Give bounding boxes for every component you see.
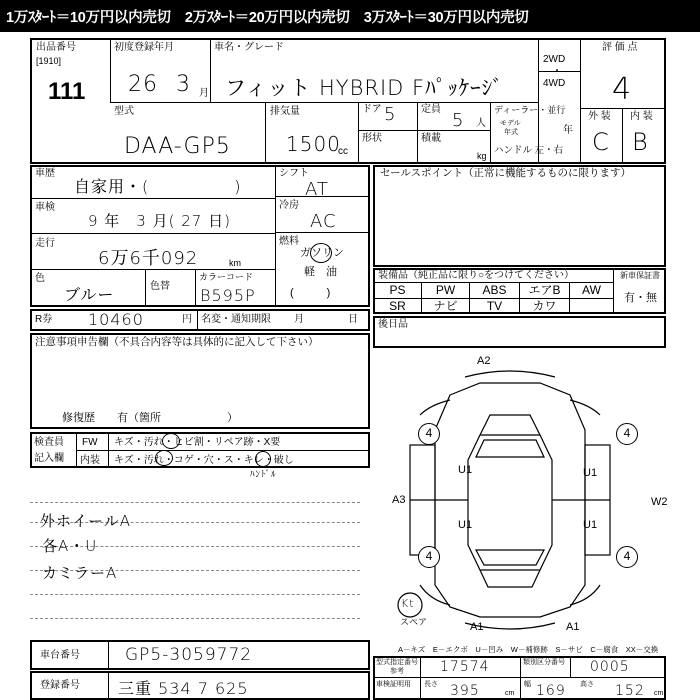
shift-label: シフト <box>279 168 309 179</box>
equip-aw: AW <box>582 283 601 297</box>
damage-legend: A－キズ E－エクボ U－凹み W－補修跡 S－サビ C－腐食 XX－交換 <box>398 645 659 654</box>
history-label: 車歴 <box>35 168 55 179</box>
cert-label: 車検証明用 <box>376 681 411 688</box>
remark-3: カミラーA <box>42 564 118 582</box>
model: DAA-GP5 <box>124 134 231 159</box>
equip-navi: ナビ <box>433 299 458 313</box>
length-unit: cm <box>505 690 515 697</box>
height-label: 高さ <box>580 681 594 688</box>
deregistration-label: 名変・通知期限 <box>201 314 271 325</box>
dealer-label: ディーラー・並行 <box>494 105 566 115</box>
fuel-gasoline-circle <box>310 243 332 263</box>
handwritten-handle-note: ﾊﾝﾄﾞﾙ <box>250 470 277 480</box>
load-label: 積載 <box>421 133 441 144</box>
capacity-label: 定員 <box>421 104 441 115</box>
interior-grade-label: 内 装 <box>630 111 653 122</box>
capacity-unit: 人 <box>476 118 486 129</box>
chassis-label: 車台番号 <box>40 650 80 661</box>
mark-u1-c: U1 <box>458 519 473 531</box>
deregistration-day: 日 <box>348 314 358 325</box>
interior-text: キズ・汚れ・コゲ・穴・ス・キレ・破し <box>114 455 294 466</box>
rear-items-block <box>373 316 666 348</box>
inspection: 9 年 3 月( 27 日) <box>88 212 231 230</box>
score: 4 <box>612 72 633 107</box>
tire-front-right: 4 <box>616 423 638 445</box>
mark-a3-left: A3 <box>392 494 406 506</box>
equip-airbag: エアB <box>528 283 561 297</box>
doors-label: ドア <box>362 104 382 115</box>
inspector-label-2: 記入欄 <box>34 453 64 464</box>
displacement: 1500 <box>286 132 341 156</box>
recycle-row <box>30 309 370 331</box>
car-name-label: 車名・グレード <box>214 42 284 53</box>
repaint-label: 色替 <box>150 281 170 292</box>
recycle-amount: 10460 <box>88 310 144 329</box>
exterior-grade-label: 外 装 <box>588 111 611 122</box>
ac-label: 冷房 <box>279 200 299 211</box>
equipment-label: 装備品（純正品に限り○をつけてください） <box>378 270 575 281</box>
tire-rear-right: 4 <box>616 546 638 568</box>
type-no-label: 型式指定番号 <box>376 659 418 666</box>
registration-label: 登録番号 <box>40 680 80 691</box>
lot-number-label: 出品番号 <box>36 42 76 53</box>
guarantee-label: 新車保証書 <box>620 271 660 280</box>
mileage-label: 走行 <box>35 238 55 249</box>
equip-leather: カワ <box>532 299 557 313</box>
notes-label: 注意事項申告欄（不具合内容等は具体的に記入して下さい） <box>35 336 319 348</box>
repair-history: 修復歴 有（箇所 ） <box>62 412 238 424</box>
mark-w2: W2 <box>651 496 668 508</box>
mark-a1-a: A1 <box>470 621 484 633</box>
recycle-unit: 円 <box>182 314 192 325</box>
capacity: 5 <box>452 110 465 131</box>
sales-point-label: セールスポイント（正常に機能するものに限ります） <box>380 167 632 179</box>
score-label: 評 価 点 <box>602 42 638 53</box>
model-year-label-1: モデル <box>500 120 521 127</box>
interior-stain-circle <box>155 450 173 466</box>
length: 395 <box>450 683 480 699</box>
model-label: 型式 <box>114 106 134 117</box>
chassis-number: GP5-3059772 <box>125 645 253 665</box>
fw-label: FW <box>82 437 98 448</box>
type-no-ref: 参考 <box>390 668 404 675</box>
height: 152 <box>615 683 645 699</box>
mark-u1-d: U1 <box>583 519 598 531</box>
first-registration-month: 3 <box>176 72 191 97</box>
doors: 5 <box>384 104 397 125</box>
sales-point-block <box>373 165 666 267</box>
shape-label: 形状 <box>362 133 382 144</box>
banner-text: 1万ｽﾀｰﾄ＝10万円以内売切 2万ｽﾀｰﾄ＝20万円以内売切 3万ｽﾀｰﾄ＝30万円以内売切 <box>6 10 529 26</box>
drive-2wd: 2WD <box>543 54 566 65</box>
model-year-label-2: 年式 <box>504 129 518 136</box>
class-no: 0005 <box>590 659 630 675</box>
car-diagram <box>380 355 670 635</box>
fw-text: キズ・汚れ・ヒビ割・リペア跡・X要 <box>114 437 281 448</box>
mileage: 6万6千092 <box>98 248 199 269</box>
equip-abs: ABS <box>482 283 507 297</box>
car-name: フィット HYBRID Fﾊﾟｯｹｰｼﾞ <box>225 76 504 100</box>
drive-dot: ・ <box>552 66 562 77</box>
fuel-other: ( ) <box>290 287 331 299</box>
ac: AC <box>310 211 337 232</box>
equip-ps: PS <box>389 283 406 297</box>
color-label: 色 <box>35 273 45 284</box>
shift: AT <box>305 179 329 200</box>
interior-label: 内装 <box>80 455 100 466</box>
height-unit: cm <box>654 690 664 697</box>
deregistration-month: 月 <box>294 314 304 325</box>
remark-2: 各A・U <box>42 537 98 555</box>
recycle-label: R券 <box>35 314 53 325</box>
type-no: 17574 <box>440 659 490 675</box>
mark-u1-a: U1 <box>458 464 473 476</box>
color: ブルー <box>64 285 115 304</box>
mark-a2: A2 <box>477 355 491 367</box>
fuel-diesel: 軽 油 <box>304 266 337 278</box>
color-code-label: カラーコード <box>199 272 254 282</box>
guarantee: 有・無 <box>624 292 657 304</box>
fuel-gasoline: ガソリン <box>300 247 344 259</box>
equip-sr: SR <box>389 299 406 313</box>
first-registration-year: 26 <box>128 72 158 97</box>
equip-tv: TV <box>486 299 503 313</box>
handle-label: ハンドル 左・右 <box>494 145 564 156</box>
fuel-label: 燃料 <box>279 236 299 247</box>
interior-s-circle <box>255 451 271 467</box>
model-year-unit: 年 <box>563 125 573 136</box>
drive-4wd: 4WD <box>543 78 566 89</box>
inspection-label: 車検 <box>35 202 55 213</box>
mark-a1-b: A1 <box>566 621 580 633</box>
displacement-label: 排気量 <box>270 106 300 117</box>
registration-value: 三重 534 7 625 <box>118 679 249 698</box>
load-unit: kg <box>477 151 487 161</box>
fw-stain-circle <box>162 433 180 449</box>
color-code: B595P <box>200 286 256 305</box>
tire-front-left: 4 <box>418 423 440 445</box>
exterior-grade: C <box>592 128 610 156</box>
spare-label: スペア <box>400 617 428 627</box>
first-registration-label: 初度登録年月 <box>114 42 174 53</box>
lot-number-sub: [1910] <box>36 56 62 66</box>
width: 169 <box>536 683 566 699</box>
mark-u1-b: U1 <box>583 467 598 479</box>
tire-rear-left: 4 <box>418 546 440 568</box>
class-no-label: 類別区分番号 <box>523 659 565 666</box>
length-label: 長さ <box>424 681 438 688</box>
spare-mark: Kt <box>401 597 415 610</box>
width-label: 幅 <box>524 681 531 688</box>
lot-number: 111 <box>48 78 86 105</box>
equip-pw: PW <box>435 283 456 297</box>
mileage-unit: km <box>229 258 241 268</box>
first-registration-month-unit: 月 <box>199 88 209 99</box>
rear-items-label: 後日品 <box>378 319 408 330</box>
displacement-unit: cc <box>338 146 348 157</box>
remark-1: 外ホイールA <box>40 512 131 530</box>
inspector-label-1: 検査員 <box>34 437 64 448</box>
history: 自家用・( ) <box>74 177 242 196</box>
interior-grade: B <box>632 128 649 156</box>
